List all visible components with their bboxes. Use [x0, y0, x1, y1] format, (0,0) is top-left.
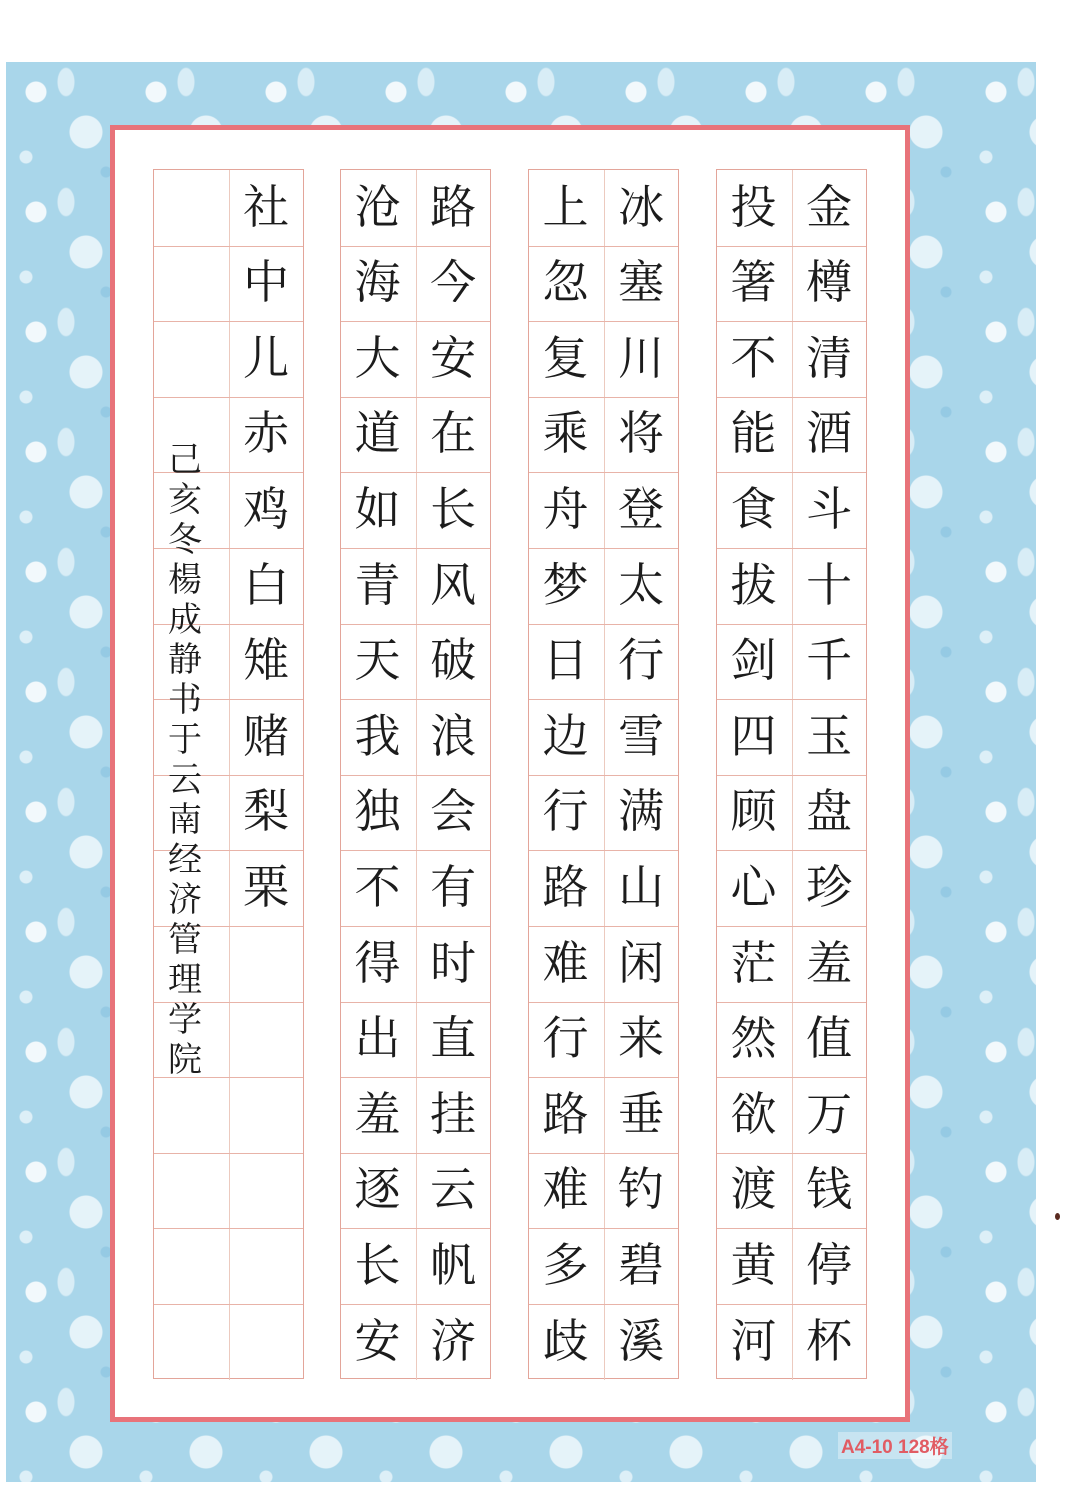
- verse-character: 浪: [430, 708, 477, 763]
- verse-character: 得: [354, 935, 401, 990]
- verse-character: 十: [806, 557, 853, 612]
- verse-character: 顾: [730, 784, 777, 839]
- signature-character: 亥: [168, 480, 202, 520]
- signature-character: 院: [168, 1040, 202, 1080]
- verse-character: 梨: [243, 784, 290, 839]
- verse-character: 儿: [243, 330, 290, 385]
- verse-character: 出: [354, 1011, 401, 1066]
- signature-character: 济: [168, 880, 202, 920]
- verse-character: 有: [430, 859, 477, 914]
- verse-character: 金: [806, 179, 853, 234]
- verse-character: 停: [806, 1237, 853, 1292]
- verse-character: 四: [730, 708, 777, 763]
- signature-character: 南: [168, 800, 202, 840]
- grid-cell-row: [154, 1077, 303, 1153]
- verse-character: 中: [243, 255, 290, 310]
- verse-character: 盘: [806, 784, 853, 839]
- verse-character: 社: [243, 179, 290, 234]
- verse-character: 渡: [730, 1162, 777, 1217]
- signature-character: 理: [168, 960, 202, 1000]
- verse-character: 羞: [354, 1086, 401, 1141]
- verse-character: 安: [354, 1313, 401, 1368]
- verse-character: 栗: [243, 859, 290, 914]
- verse-character: 忽: [542, 255, 589, 310]
- verse-character: 万: [806, 1086, 853, 1141]
- verse-character: 上: [542, 179, 589, 234]
- verse-character: 难: [542, 935, 589, 990]
- verse-character: 杯: [806, 1313, 853, 1368]
- verse-character: 直: [430, 1011, 477, 1066]
- signature-character: 楊: [168, 560, 202, 600]
- verse-character: 行: [618, 633, 665, 688]
- verse-character: 黄: [730, 1237, 777, 1292]
- verse-character: 值: [806, 1011, 853, 1066]
- signature-character: 于: [168, 720, 202, 760]
- verse-character: 雉: [243, 633, 290, 688]
- verse-character: 碧: [618, 1237, 665, 1292]
- signature-character: 静: [168, 640, 202, 680]
- verse-character: 欲: [730, 1086, 777, 1141]
- verse-character: 云: [430, 1162, 477, 1217]
- signature-character: 书: [168, 680, 202, 720]
- verse-character: 白: [243, 557, 290, 612]
- verse-character: 时: [430, 935, 477, 990]
- ink-speck: [1055, 1213, 1060, 1220]
- verse-character: 赌: [243, 708, 290, 763]
- verse-character: 酒: [806, 406, 853, 461]
- verse-character: 登: [618, 481, 665, 536]
- verse-character: 斗: [806, 481, 853, 536]
- verse-character: 逐: [354, 1162, 401, 1217]
- verse-character: 食: [730, 481, 777, 536]
- verse-character: 天: [354, 633, 401, 688]
- verse-character: 歧: [542, 1313, 589, 1368]
- verse-character: 会: [430, 784, 477, 839]
- verse-character: 梦: [542, 557, 589, 612]
- verse-character: 今: [430, 255, 477, 310]
- verse-character: 然: [730, 1011, 777, 1066]
- verse-character: 千: [806, 633, 853, 688]
- grid-cell-row: [154, 1304, 303, 1380]
- verse-character: 多: [542, 1237, 589, 1292]
- verse-character: 长: [430, 481, 477, 536]
- verse-character: 青: [354, 557, 401, 612]
- verse-character: 乘: [542, 406, 589, 461]
- signature-character: 云: [168, 760, 202, 800]
- signature-character: 经: [168, 840, 202, 880]
- verse-character: 不: [730, 330, 777, 385]
- verse-character: 钓: [618, 1162, 665, 1217]
- verse-character: 河: [730, 1313, 777, 1368]
- verse-character: 日: [542, 633, 589, 688]
- verse-character: 舟: [542, 481, 589, 536]
- signature-character: 冬: [168, 520, 202, 560]
- verse-character: 沧: [354, 179, 401, 234]
- paper-code-label: A4-10 128格: [838, 1432, 952, 1459]
- verse-character: 鸡: [243, 481, 290, 536]
- verse-character: 剑: [730, 633, 777, 688]
- verse-character: 安: [430, 330, 477, 385]
- verse-character: 投: [730, 179, 777, 234]
- signature-character: 成: [168, 600, 202, 640]
- verse-character: 川: [618, 330, 665, 385]
- verse-character: 溪: [618, 1313, 665, 1368]
- verse-character: 挂: [430, 1086, 477, 1141]
- verse-character: 独: [354, 784, 401, 839]
- verse-character: 钱: [806, 1162, 853, 1217]
- signature-character: 己: [168, 440, 202, 480]
- verse-character: 风: [430, 557, 477, 612]
- verse-character: 心: [730, 859, 777, 914]
- verse-character: 来: [618, 1011, 665, 1066]
- verse-character: 拔: [730, 557, 777, 612]
- verse-character: 箸: [730, 255, 777, 310]
- verse-character: 帆: [430, 1237, 477, 1292]
- verse-character: 济: [430, 1313, 477, 1368]
- verse-character: 闲: [618, 935, 665, 990]
- verse-character: 路: [430, 179, 477, 234]
- verse-character: 将: [618, 406, 665, 461]
- verse-character: 雪: [618, 708, 665, 763]
- grid-cell-row: [154, 1153, 303, 1229]
- verse-character: 如: [354, 481, 401, 536]
- verse-character: 复: [542, 330, 589, 385]
- verse-character: 路: [542, 859, 589, 914]
- verse-character: 长: [354, 1237, 401, 1292]
- verse-character: 珍: [806, 859, 853, 914]
- verse-character: 道: [354, 406, 401, 461]
- verse-character: 垂: [618, 1086, 665, 1141]
- verse-character: 山: [618, 859, 665, 914]
- verse-character: 大: [354, 330, 401, 385]
- signature-character: 管: [168, 920, 202, 960]
- verse-character: 太: [618, 557, 665, 612]
- verse-character: 满: [618, 784, 665, 839]
- verse-character: 在: [430, 406, 477, 461]
- verse-character: 清: [806, 330, 853, 385]
- signature-character: 学: [168, 1000, 202, 1040]
- verse-character: 樽: [806, 255, 853, 310]
- verse-character: 能: [730, 406, 777, 461]
- verse-character: 玉: [806, 708, 853, 763]
- verse-character: 破: [430, 633, 477, 688]
- verse-character: 冰: [618, 179, 665, 234]
- verse-character: 羞: [806, 935, 853, 990]
- verse-character: 行: [542, 784, 589, 839]
- verse-character: 塞: [618, 255, 665, 310]
- grid-cell-row: [154, 1228, 303, 1304]
- verse-character: 赤: [243, 406, 290, 461]
- verse-character: 难: [542, 1162, 589, 1217]
- verse-character: 边: [542, 708, 589, 763]
- verse-character: 不: [354, 859, 401, 914]
- signature-inscription: [160, 440, 210, 1080]
- verse-character: 茫: [730, 935, 777, 990]
- verse-character: 路: [542, 1086, 589, 1141]
- verse-character: 海: [354, 255, 401, 310]
- verse-character: 我: [354, 708, 401, 763]
- verse-character: 行: [542, 1011, 589, 1066]
